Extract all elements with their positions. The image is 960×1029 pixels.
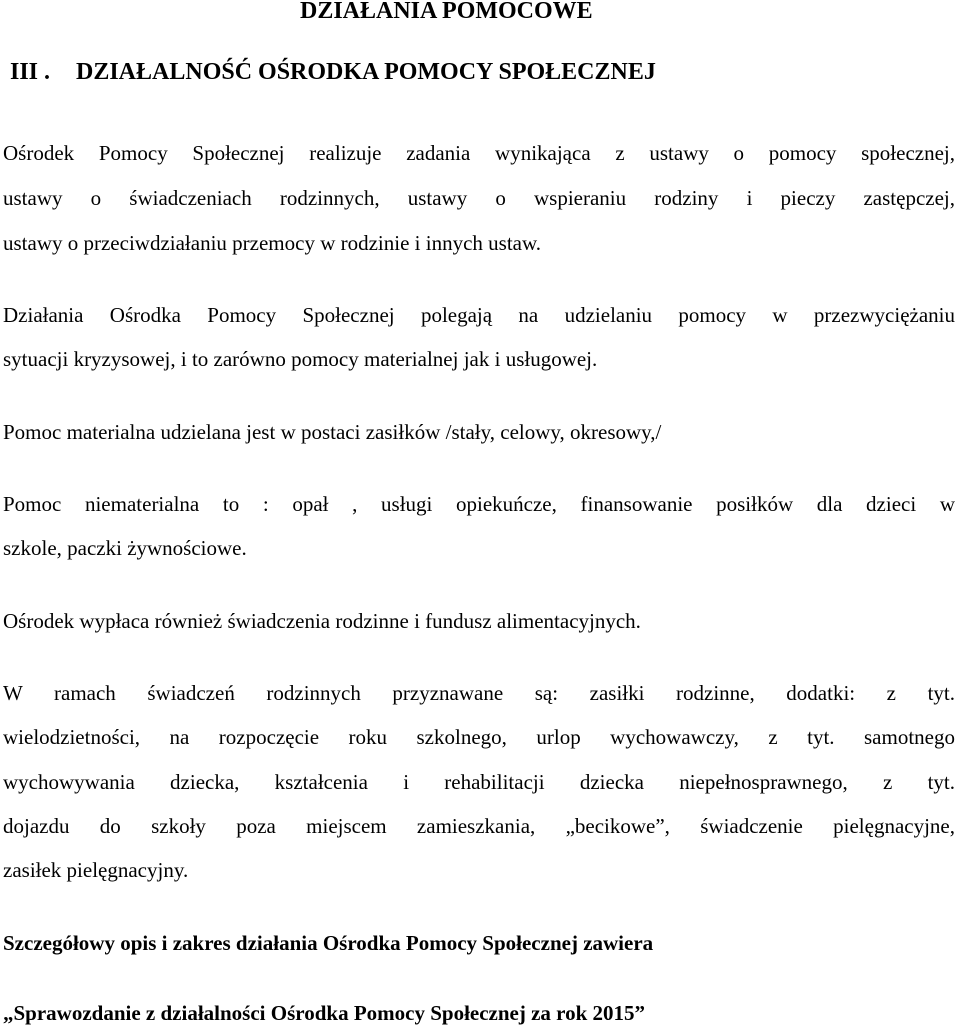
paragraph-6-line-3: wychowywania dziecka, kształcenia i rehabilitacji dziecka niepełnosprawnego, z tyt. (3, 770, 955, 794)
paragraph-6-line-2: wielodzietności, na rozpoczęcie roku szkolnego, urlop wychowawczy, z tyt. samotnego (3, 725, 955, 749)
paragraph-4-line-2: szkole, paczki żywnościowe. (3, 536, 247, 560)
section-title: DZIAŁALNOŚĆ OŚRODKA POMOCY SPOŁECZNEJ (76, 59, 656, 85)
page-title: DZIAŁANIA POMOCOWE (300, 0, 593, 24)
section-heading (10, 58, 656, 86)
closing-line-1: Szczegółowy opis i zakres działania Ośrodka Pomocy Społecznej zawiera (3, 931, 654, 955)
paragraph-1-line-3: ustawy o przeciwdziałaniu przemocy w rodzinie i innych ustaw. (3, 231, 542, 255)
closing-line-2: „Sprawozdanie z działalności Ośrodka Pomocy Społecznej za rok 2015” (3, 1001, 646, 1025)
paragraph-5-line-1: Ośrodek wypłaca również świadczenia rodzinne i fundusz alimentacyjnych. (3, 609, 641, 633)
paragraph-6-line-1: W ramach świadczeń rodzinnych przyznawane są: zasiłki rodzinne, dodatki: z tyt. (3, 681, 955, 705)
paragraph-1-line-1: Ośrodek Pomocy Społecznej realizuje zadania wynikająca z ustawy o pomocy społecznej, (3, 141, 955, 165)
paragraph-2-line-1: Działania Ośrodka Pomocy Społecznej polegają na udzielaniu pomocy w przezwyciężaniu (3, 303, 955, 327)
paragraph-6-line-5: zasiłek pielęgnacyjny. (3, 858, 189, 882)
paragraph-6-line-4: dojazdu do szkoły poza miejscem zamieszkania, „becikowe”, świadczenie pielęgnacyjne, (3, 814, 955, 838)
paragraph-2-line-2: sytuacji kryzysowej, i to zarówno pomocy materialnej jak i usługowej. (3, 347, 598, 371)
section-number: III . (10, 59, 51, 85)
paragraph-3-line-1: Pomoc materialna udzielana jest w postaci zasiłków /stały, celowy, okresowy,/ (3, 420, 662, 444)
paragraph-1-line-2: ustawy o świadczeniach rodzinnych, ustawy o wspieraniu rodziny i pieczy zastępczej, (3, 186, 955, 210)
paragraph-4-line-1: Pomoc niematerialna to : opał , usługi opiekuńcze, finansowanie posiłków dla dzieci w (3, 492, 955, 516)
